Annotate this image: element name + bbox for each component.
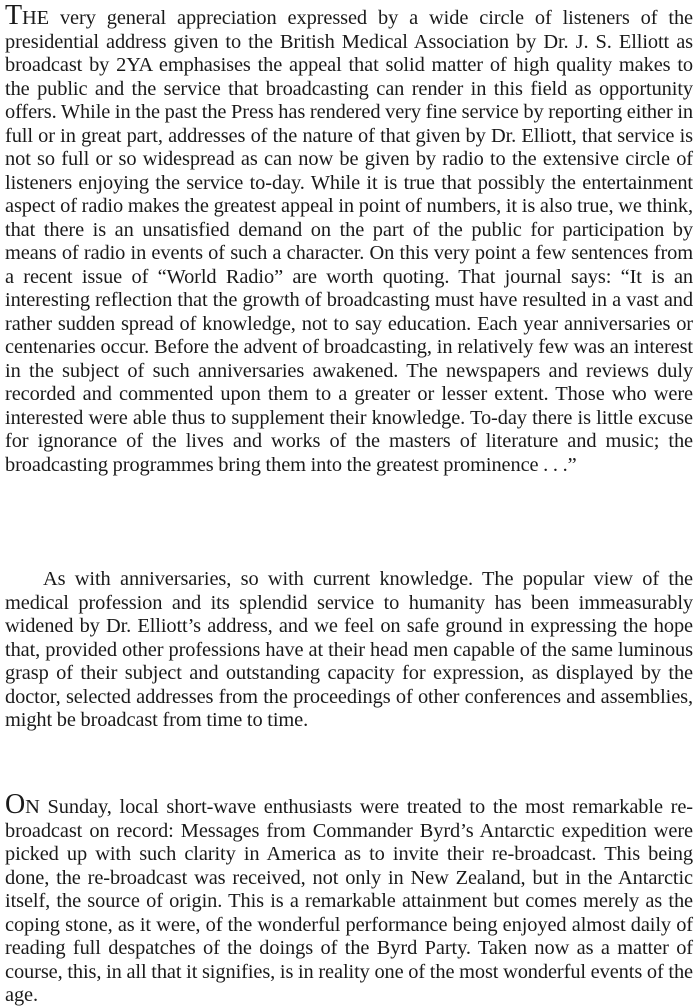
paragraph-text: N Sunday, local short-wave enthusiasts were treated to the most remarkable re-broadcast on record: Messages from Commander Byrd’s Antarctic expedition were picked up with such clarity in America as to invite their re-broadcast. This being done, the re-broadcast was received, not only in New Zealand, but in the Antarctic itself, the source of origin. This is a remarkable attainment but comes merely as the coping stone, as it were, of the wonderful performance being enjoyed almost daily of reading full despatches of the doings of the Byrd Party. Taken now as a matter of course, this, in all that it signifies, is in reality one of the most wonderful events of the age.	[5, 796, 693, 1006]
paragraph-text: HE very general appreciation expressed by a wide circle of listeners of the presidential address given to the British Medical Association by Dr. J. S. Elliott as broadcast by 2YA emphasises the appeal that solid matter of high quality makes to the public and the service that broadcasting can render in this field as opportunity offers. While in the past the Press has rendered very fine service by reporting either in full or in great part, addresses of the nature of that given by Dr. Elliott, that service is not so full or so widespread as can now be given by radio to the extensive circle of listeners enjoying the service to-day. While it is true that possibly the entertainment aspect of radio makes the greatest appeal in point of numbers, it is also true, we think, that there is an unsatisfied demand on the part of the public for participation by means of radio in events of such a character. On this very point a few sentences from a recent issue of “World Radio” are worth quoting. That journal says: “It is an interesting reflection that the growth of broadcasting must have resulted in a vast and rather sudden spread of knowledge, not to say education. Each year anniversaries or centenaries occur. Before the advent of broadcasting, in relatively few was an interest in the subject of such anniversaries awakened. The newspapers and reviews duly recorded and commented upon them to a greater or lesser extent. Those who were interested were able thus to supplement their knowledge. To-day there is little excuse for ignorance of the lives and works of the masters of literature and music; the broadcasting programmes bring them into the greatest prominence . . .”	[5, 7, 693, 476]
drop-cap-letter: T	[5, 0, 23, 31]
paragraph-text: As with anniversaries, so with current knowledge. The popular view of the medical profession and its splendid service to humanity has been immeasurably widened by Dr. Elliott’s address, and we feel on safe ground in expressing the hope that, provided other professions have at their head men capable of the same luminous grasp of their subject and outstanding capacity for expression, as displayed by the doctor, selected addresses from the proceedings of other conferences and assemblies, might be broadcast from time to time.	[5, 568, 693, 731]
paragraph-anniversaries	[5, 568, 693, 733]
paragraph-broadcast-address	[5, 0, 693, 477]
paragraph-byrd-rebroadcast	[5, 789, 693, 1008]
drop-cap-letter: O	[5, 789, 26, 820]
